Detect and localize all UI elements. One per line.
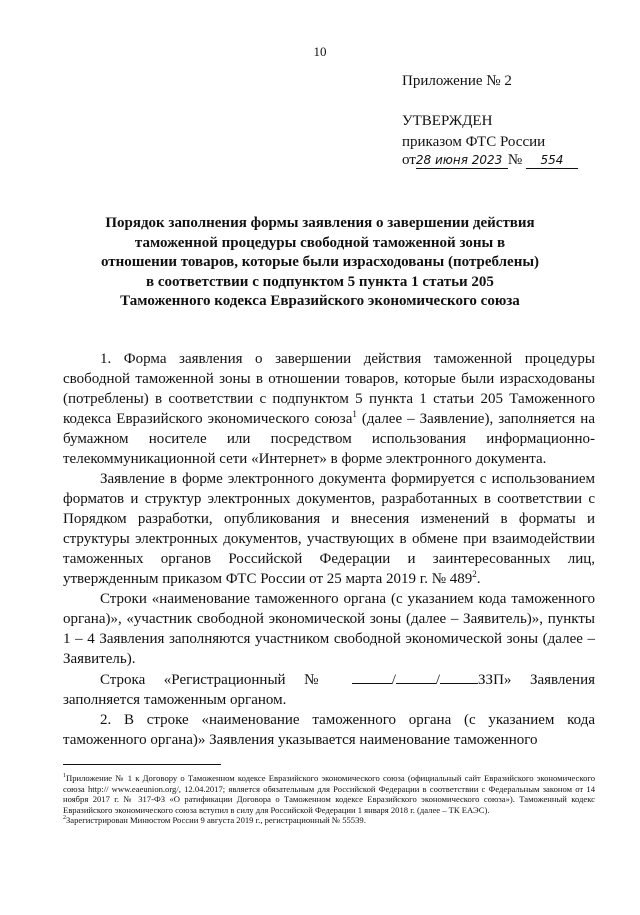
footnote-1 [63,773,595,815]
reg-number-slash-1: / [391,672,396,688]
paragraph-5: 2. В строке «наименование таможенного органа (с указанием кода таможенного органа)» Заявления указывается наименование таможенного [63,712,595,748]
order-label: приказом ФТС России [402,134,546,150]
footnote-2-text: Зарегистрирован Минюстом России 9 августа 2019 г., регистрационный № 55539. [66,815,366,826]
order-date-value: 28 июня 2023 [416,153,508,169]
paragraph-2 [63,469,595,589]
order-number-label: № [507,152,523,168]
paragraph-2-text-a: Заявление в форме электронного документа формируется с использованием форматов и структур электронных документов, разработанных в соответствии с Порядком разработки, опубликования и внесения изменений в форматы и структуры электронных документов, участвующих в обмене при взаимодействии таможенных органов Российской Федерации и заинтересованных лиц, утвержденным приказом ФТС России от 25 марта 2019 г. № 489 [63,471,595,587]
paragraph-1-text-b: (далее – Заявление), заполняется на бумажном носителе или посредством использования информационно-телекоммуникационной сети «Интернет» в форме электронного документа. [63,411,595,467]
footnote-ref-1: 1 [352,409,357,419]
appendix-label: Приложение № 2 [402,73,512,89]
paragraph-1-text-a: 1. Форма заявления о завершении действия таможенной процедуры свободной таможенной зоны в отношении товаров, которые были израсходованы (потреблены) в соответствии с подпунктом 5 пункта 1 статьи 205 Таможенного кодекса Евразийского экономического союза [63,351,595,427]
reg-number-blank-1 [352,669,392,684]
footnote-2-mark: 2 [63,815,66,822]
footnote-1-mark: 1 [63,773,66,780]
paragraph-4-text-a: Строка «Регистрационный № [100,672,334,688]
page-number: 10 [313,44,327,59]
paragraph-2-text-b: . [476,571,481,587]
paragraph-4 [63,669,595,710]
paragraph-3: Строки «наименование таможенного органа (с указанием кода таможенного органа)», «участник свободной экономической зоны (далее – Заявитель)», пункты 1 – 4 Заявления заполняются участником свободной экономической зоны (далее – Заявитель). [63,591,595,667]
footnote-separator [63,764,221,765]
paragraph-4-text-b: ЗЗП» Заявления заполняется таможенным органом. [63,672,595,708]
document-body [63,349,595,750]
footnotes [63,773,595,826]
order-number-value: 554 [526,153,578,169]
reg-number-blank-3 [440,669,478,684]
order-from-label: от [402,152,416,168]
footnote-1-text: Приложение № 1 к Договору о Таможенном кодексе Евразийского экономического союза (официальный сайт Евразийского экономического союза http:// www.eaeunion.org/, 12.04.2017; является обязательным для Российской Федерации в соответствии с Федеральным законом от 14 ноября 2017 г. № 317-ФЗ «О ратификации Договора о Таможенном кодексе Евразийского экономического союза»). Таможенный кодекс Евразийского экономического союза вступил в силу для Российской Федерации 1 января 2018 г. (далее – ТК ЕАЭС). [63,773,595,815]
approved-label: УТВЕРЖДЕН [402,113,493,129]
document-title: Порядок заполнения формы заявления о завершении действия таможенной процедуры свободной таможенной зоны в отношении товаров, которые были израсходованы (потреблены) в соответствии с подпунктом 5 пункта 1 статьи 205 Таможенного кодекса Евразийского экономического союза [100,215,540,309]
footnote-2 [63,815,595,826]
footnote-ref-2: 2 [472,569,477,579]
reg-number-slash-2: / [435,672,441,688]
order-date-line [402,152,578,169]
reg-number-blank-2 [396,669,436,684]
paragraph-1 [63,349,595,469]
